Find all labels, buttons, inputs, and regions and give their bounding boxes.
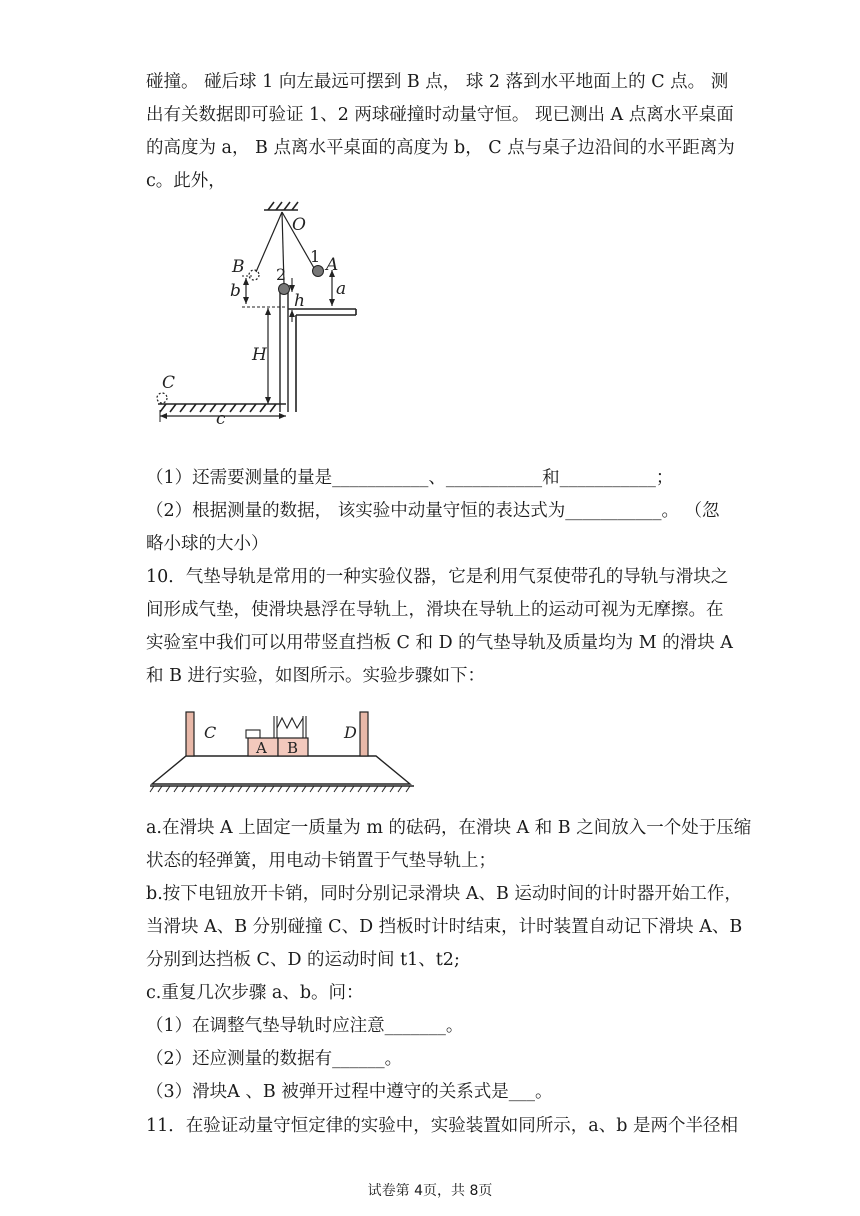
q9-sub2-cont: 略小球的大小） <box>146 534 269 554</box>
step-b-line3: 分别到达挡板 C、D 的运动时间 t1、t2; <box>146 950 460 970</box>
step-c-line: c.重复几次步骤 a、b。问： <box>146 983 364 1003</box>
slider-B-label: B <box>287 739 299 757</box>
label-A: A <box>326 255 339 275</box>
q10-sub2: （2）还应测量的数据有______。 <box>146 1049 403 1069</box>
q9-sub2: （2）根据测量的数据， 该实验中动量守恒的表达式为___________。 （忽 <box>146 501 720 521</box>
q9-sub1: （1）还需要测量的量是___________、___________和___________； <box>146 468 674 488</box>
q10-sub3: （3）滑块A 、B 被弹开过程中遵守的关系式是___。 <box>146 1082 553 1102</box>
para1-line4: c。此外， <box>146 171 226 191</box>
pendulum-figure <box>146 198 366 430</box>
para1-line1: 碰撞。 碰后球 1 向左最远可摆到 B 点， 球 2 落到水平地面上的 C 点。 测 <box>146 72 729 92</box>
label-H: H <box>252 345 267 365</box>
step-a-line2: 状态的轻弹簧，用电动卡销置于气垫导轨上； <box>146 851 496 871</box>
page-footer: 试卷第 4页，共 8页 <box>367 1183 493 1199</box>
q10-line1: 10．气垫导轨是常用的一种实验仪器，它是利用气泵使带孔的导轨与滑块之 <box>146 567 729 587</box>
label-h: h <box>294 291 305 311</box>
label-ball1: 1 <box>310 247 321 266</box>
label-ball2: 2 <box>276 265 287 284</box>
label-c: c <box>216 409 226 429</box>
label-a: a <box>336 279 347 299</box>
q10-line3: 实验室中我们可以用带竖直挡板 C 和 D 的气垫导轨及质量均为 M 的滑块 A <box>146 633 733 653</box>
para1-line2: 出有关数据即可验证 1、2 两球碰撞时动量守恒。 现已测出 A 点离水平桌面 <box>146 105 734 125</box>
q11-line1: 11．在验证动量守恒定律的实验中，实验装置如同所示，a、b 是两个半径相 <box>146 1116 738 1136</box>
label-O: O <box>292 215 306 235</box>
q10-line2: 间形成气垫，使滑块悬浮在导轨上，滑块在导轨上的运动可视为无摩擦。在 <box>146 600 724 620</box>
label-C: C <box>162 373 176 393</box>
baffle-D-label: D <box>344 723 357 742</box>
q10-sub1: （1）在调整气垫导轨时应注意_______。 <box>146 1016 464 1036</box>
label-b: b <box>230 281 241 301</box>
step-a-line1: a.在滑块 A 上固定一质量为 m 的砝码，在滑块 A 和 B 之间放入一个处于压缩 <box>146 818 752 838</box>
step-b-line1: b.按下电钮放开卡销，同时分别记录滑块 A、B 运动时间的计时器开始工作， <box>146 884 742 904</box>
step-b-line2: 当滑块 A、B 分别碰撞 C、D 挡板时计时结束，计时装置自动记下滑块 A、B <box>146 917 743 937</box>
baffle-C-label: C <box>204 723 217 742</box>
label-B: B <box>232 257 245 277</box>
q10-line4: 和 B 进行实验，如图所示。实验步骤如下： <box>146 666 485 686</box>
slider-A-label: A <box>256 739 267 757</box>
air-track-figure <box>148 706 418 800</box>
para1-line3: 的高度为 a， B 点离水平桌面的高度为 b， C 点与桌子边沿间的水平距离为 <box>146 138 735 158</box>
